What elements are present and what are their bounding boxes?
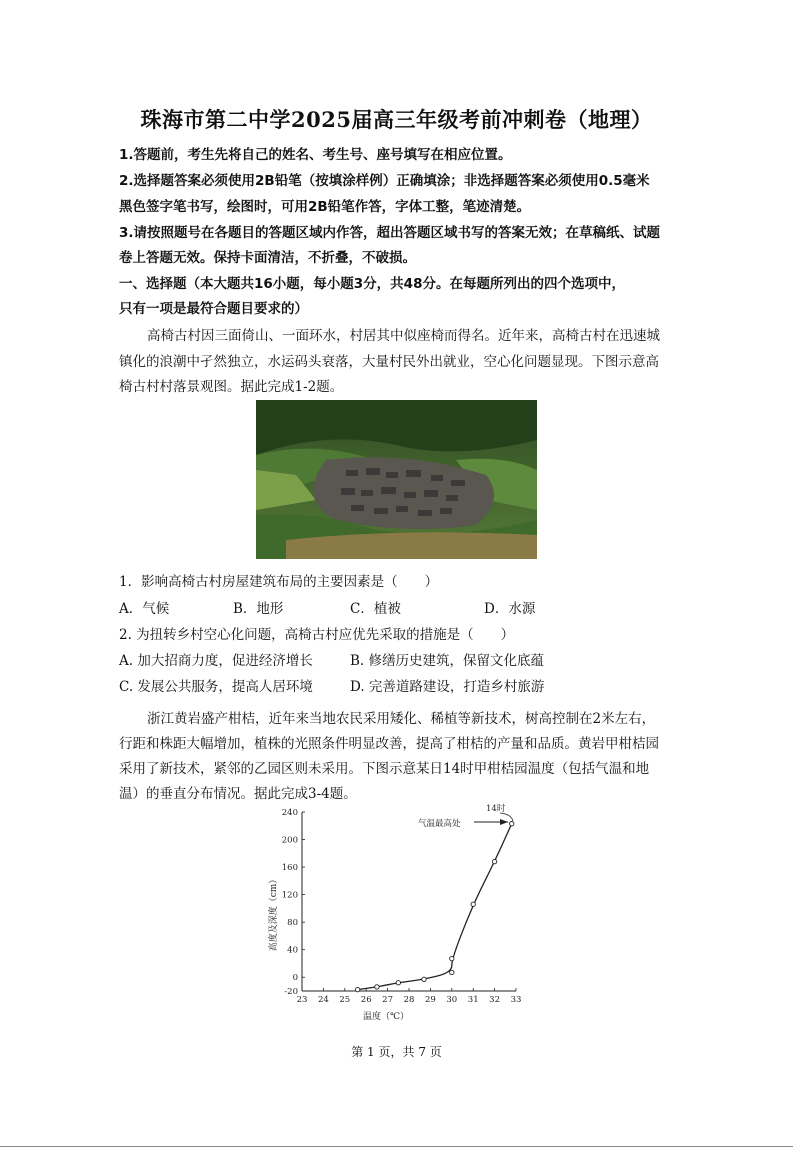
x-tick-label: 29 [424,995,436,1005]
temperature-profile-chart [268,800,538,1025]
x-tick-label: 32 [489,995,501,1005]
q2-option-a: A. 加大招商力度，促进经济增长 [119,653,313,669]
data-point [422,977,426,981]
x-tick-label: 30 [446,995,458,1005]
data-point [510,822,514,826]
y-tick-label: 160 [281,863,298,874]
x-tick-label: 26 [360,995,372,1005]
village-photo-image [256,400,537,559]
y-tick-label: 120 [281,890,298,901]
x-tick-label: 33 [510,995,522,1005]
instruction-1: 1.答题前，考生先将自己的姓名、考生号、座号填写在相应位置。 [119,147,512,163]
instruction-2-cont: 黑色签字笔书写，绘图时，可用2B铅笔作答，字体工整，笔迹清楚。 [119,199,531,215]
data-point [471,902,475,906]
y-tick-label: 80 [287,918,298,929]
passage1-line1: 高椅古村因三面倚山、一面环水，村居其中似座椅而得名。近年来，高椅古村在迅速城 [147,328,660,344]
page-bottom-divider [0,1146,793,1147]
y-tick-label: -20 [284,987,298,997]
data-point [450,970,454,974]
data-point [375,985,379,989]
q2-option-c: C. 发展公共服务，提高人居环境 [119,679,313,695]
page-title: 珠海市第二中学2025届高三年级考前冲刺卷（地理） [140,107,653,132]
y-tick-label: 200 [281,835,298,846]
instruction-2: 2.选择题答案必须使用2B铅笔（按填涂样例）正确填涂；非选择题答案必须使用0.5毫米 [119,173,650,189]
instruction-3-cont: 卷上答题无效。保持卡面清洁，不折叠，不破损。 [119,250,416,266]
passage2-line3: 采用了新技术，紧邻的乙园区则未采用。下图示意某日14时甲柑桔园温度（包括气温和地 [119,761,650,777]
annotation-time: 14时 [486,804,506,814]
data-point [396,981,400,985]
passage1-line2: 镇化的浪潮中孑然独立，水运码头衰落，大量村民外出就业，空心化问题显现。下图示意高 [119,354,659,370]
q1-option-b: B．地形 [233,601,284,617]
x-tick-label: 28 [403,995,415,1005]
y-tick-label: 40 [287,945,298,956]
passage2-line2: 行距和株距大幅增加，植株的光照条件明显改善，提高了柑桔的产量和品质。黄岩甲柑桔园 [119,736,659,752]
page-footer: 第 1 页，共 7 页 [351,1045,442,1059]
data-point [492,859,496,863]
x-tick-label: 23 [296,995,308,1005]
x-tick-label: 25 [339,995,351,1005]
temperature-curve [358,824,512,990]
passage1-line3: 椅古村村落景观图。据此完成1-2题。 [119,379,344,395]
y-axis-label: 高度及深度（cm） [269,874,279,952]
q1-option-c: C．植被 [350,601,401,617]
passage2-line4: 温）的垂直分布情况。据此完成3-4题。 [119,786,357,802]
x-tick-label: 27 [382,995,394,1005]
instruction-3: 3.请按照题号在各题目的答题区域内作答，超出答题区域书写的答案无效；在草稿纸、试题 [119,225,661,241]
annotation-label: 气温最高处 [418,819,461,829]
x-tick-label: 31 [467,995,479,1005]
data-point [355,987,359,991]
chart-axes [302,812,516,991]
x-tick-label: 24 [317,995,329,1005]
q2-option-b: B. 修缮历史建筑，保留文化底蕴 [350,653,545,669]
y-tick-label: 0 [292,973,298,984]
section-heading-cont: 只有一项是最符合题目要求的） [119,301,308,317]
annotation-arrowhead [500,819,508,825]
y-tick-label: 240 [281,808,298,818]
chart-svg [268,800,538,1025]
village-photo [256,400,537,559]
data-point [450,956,454,960]
q1-stem: 1．影响高椅古村房屋建筑布局的主要因素是（ ） [119,574,439,590]
chart-ticks [282,808,522,1005]
x-axis-label: 温度（℃） [362,1012,410,1022]
q2-stem: 2. 为扭转乡村空心化问题，高椅古村应优先采取的措施是（ ） [119,627,515,643]
q1-option-d: D．水源 [484,601,536,617]
section-heading: 一、选择题（本大题共16小题，每小题3分，共48分。在每题所列出的四个选项中， [119,276,625,292]
passage2-line1: 浙江黄岩盛产柑桔，近年来当地农民采用矮化、稀植等新技术，树高控制在2米左右， [147,711,656,727]
data-points [355,822,513,992]
q2-option-d: D. 完善道路建设，打造乡村旅游 [350,679,545,695]
q1-option-a: A．气候 [119,601,170,617]
